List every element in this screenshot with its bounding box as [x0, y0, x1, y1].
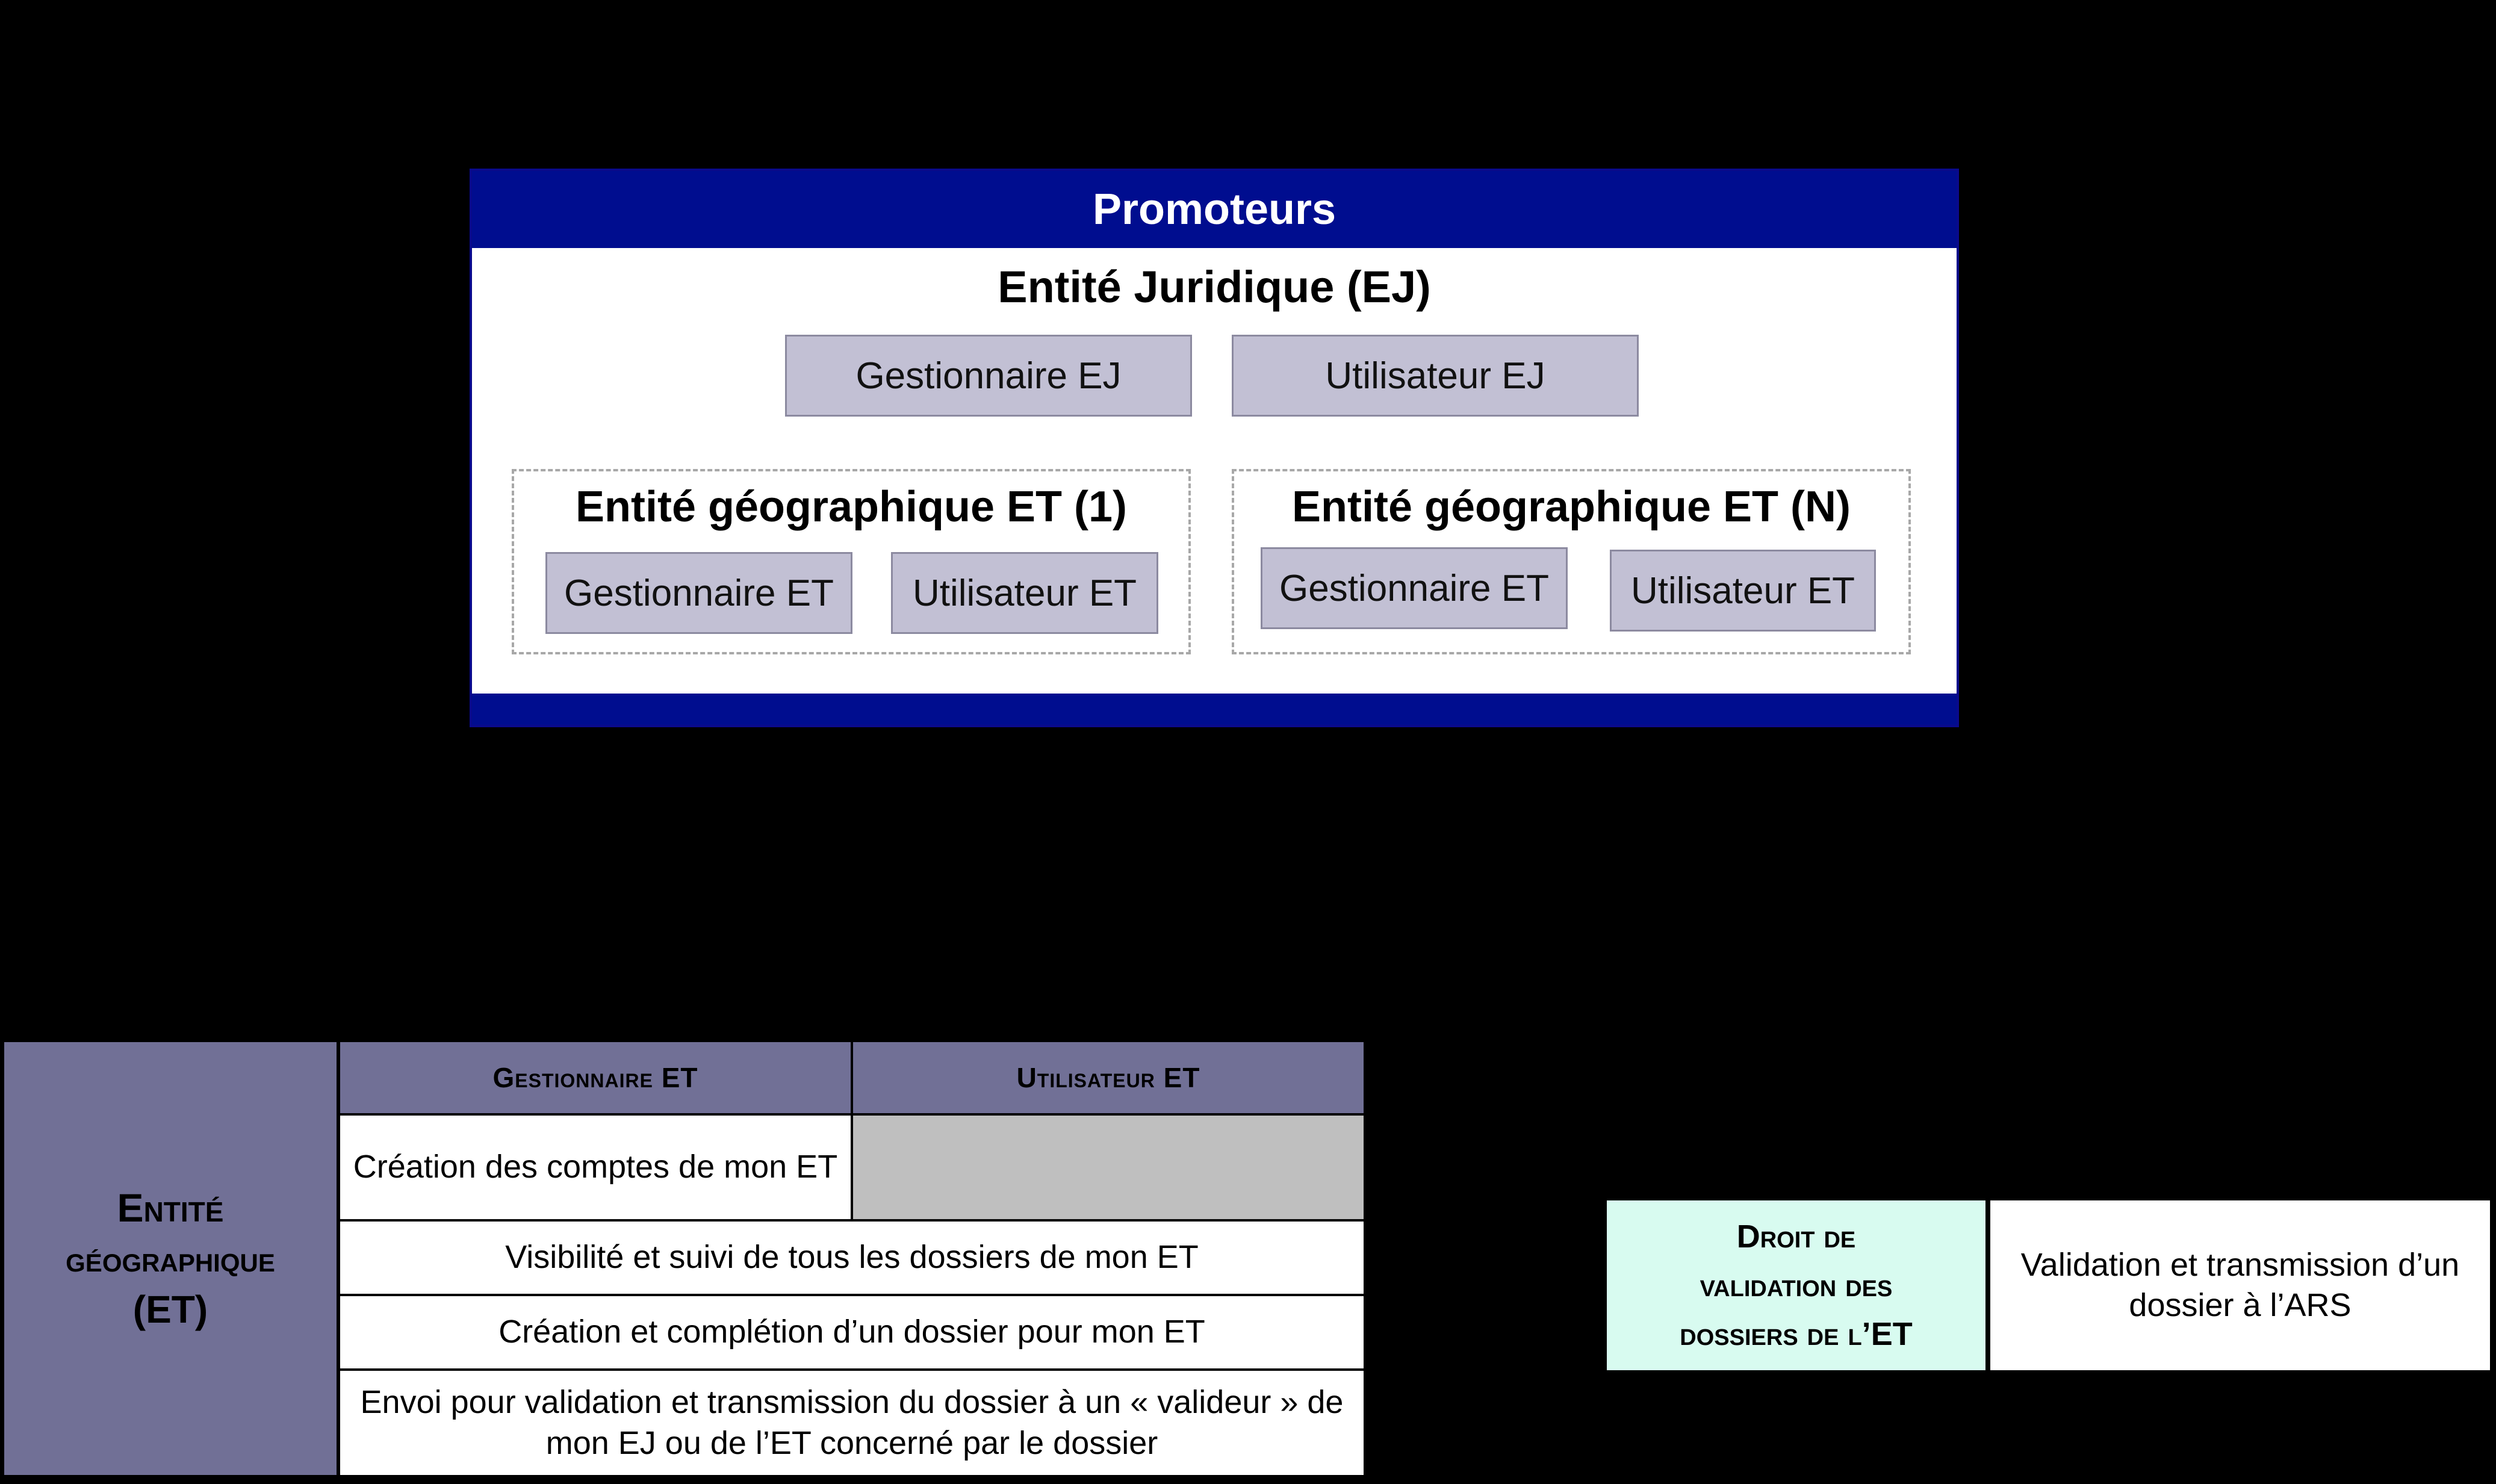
role-gestionnaire-et: Gestionnaire ET	[545, 552, 852, 634]
droit-validation-label	[1604, 1198, 1988, 1373]
promoteurs-footer	[472, 694, 1957, 725]
disabled-cell	[851, 1113, 1366, 1222]
et-entity-n-title: Entité géographique ET (N)	[1292, 483, 1851, 531]
table-row: Création et complétion d’un dossier pour mon ET	[338, 1294, 1366, 1371]
et-entity-1	[512, 469, 1191, 654]
header-utilisateur-et: Utilisateur ET	[851, 1040, 1366, 1116]
role-utilisateur-ej: Utilisateur EJ	[1232, 335, 1639, 417]
droit-line3: dossiers de l’ET	[1680, 1315, 1913, 1352]
et-side-line2: géographique	[66, 1239, 275, 1280]
promoteurs-panel	[470, 169, 1959, 727]
table-row: Création des comptes de mon ET	[338, 1113, 853, 1222]
et-side-label	[2, 1040, 339, 1477]
role-utilisateur-et: Utilisateur ET	[891, 552, 1158, 634]
et-side-line3: (ET)	[132, 1288, 208, 1332]
droit-line2: validation des	[1700, 1267, 1893, 1303]
role-gestionnaire-ej: Gestionnaire EJ	[785, 335, 1192, 417]
ej-title: Entité Juridique (EJ)	[998, 262, 1431, 312]
promoteurs-header: Promoteurs	[472, 171, 1957, 248]
table-row: Envoi pour validation et transmission du dossier à un « valideur » de mon EJ ou de l’ET concerné par le dossier	[338, 1368, 1366, 1477]
droit-validation-description: Validation et transmission d’un dossier à l’ARS	[1988, 1198, 2492, 1373]
et-entity-n	[1232, 469, 1911, 654]
droit-line1: Droit de	[1736, 1218, 1856, 1255]
role-gestionnaire-et: Gestionnaire ET	[1261, 547, 1568, 629]
et-entity-1-title: Entité géographique ET (1)	[575, 483, 1128, 531]
et-side-line1: Entité	[117, 1185, 224, 1231]
et-rights-table	[2, 1040, 1366, 1477]
role-utilisateur-et: Utilisateur ET	[1610, 550, 1876, 632]
header-gestionnaire-et: Gestionnaire ET	[338, 1040, 853, 1116]
table-row: Visibilité et suivi de tous les dossiers de mon ET	[338, 1219, 1366, 1296]
